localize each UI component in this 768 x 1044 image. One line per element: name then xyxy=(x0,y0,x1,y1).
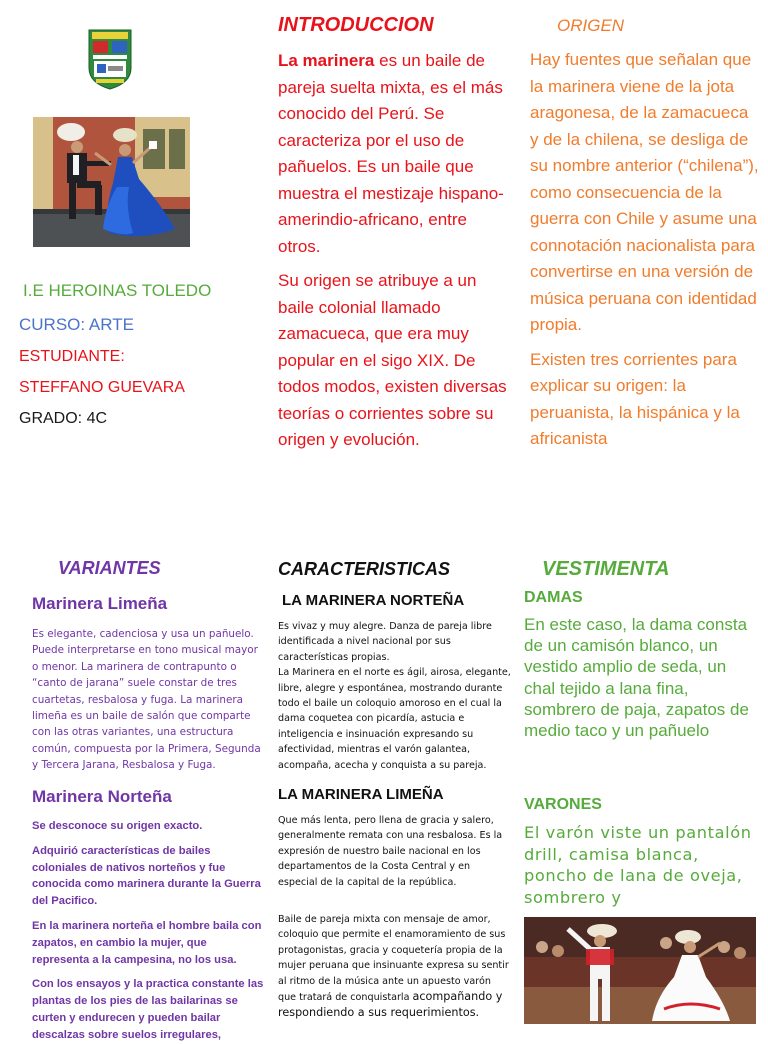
marinera-dancers-photo-icon xyxy=(33,117,190,247)
student-name: STEFFANO GUEVARA xyxy=(19,379,185,396)
variantes-heading: VARIANTES xyxy=(58,558,161,578)
school-name: I.E HEROINAS TOLEDO xyxy=(23,281,212,300)
variantes-sub-limena: Marinera Limeña xyxy=(32,594,168,613)
caract-heading: CARACTERISTICAS xyxy=(278,559,451,579)
intro-bold-term: La marinera xyxy=(278,51,375,70)
marinera-couple-photo-icon xyxy=(524,917,756,1024)
school-crest-icon xyxy=(86,28,134,90)
grade-label: GRADO: 4C xyxy=(19,410,108,427)
couple-photo xyxy=(524,917,756,1024)
variantes-limena-text: Es elegante, cadenciosa y usa un pañuelo. Puede interpretarse en tono musical mayor o menor. La marinera de contrapunto o “canto de jarana” suele constar de tres cuartetas, resbalosa y fuga. La marinera limeña es un baile de salón que comparte con las otras variantes, una estructura común, compuesta por la Primera, Segunda y Tercera Jarana, Resbalosa y Fuga. xyxy=(32,628,261,772)
origen-paragraph-2: Existen tres corrientes para explicar su origen: la peruanista, la hispánica y la africanista xyxy=(530,349,740,448)
intro-heading: INTRODUCCION xyxy=(278,14,434,36)
vest-sub-damas: DAMAS xyxy=(524,589,583,606)
variantes-sub-nortena: Marinera Norteña xyxy=(32,787,172,806)
dancers-photo xyxy=(33,117,190,247)
origen-body xyxy=(530,47,760,453)
intro-p1-text: es un baile de pareja suelta mixta, es el más conocido del Perú. Se caracteriza por el uso de pañuelos. Es un baile que muestra el mestizaje hispano-amerindio-africano, entre otros. xyxy=(278,51,504,256)
intro-paragraph-1 xyxy=(278,48,514,260)
intro-paragraph-2: Su origen se atribuye a un baile colonial llamado zamacueca, que era muy popular en el sigo XIX. De todos modos, existen diversas teorías o corrientes sobre su origen y evolución. xyxy=(278,271,507,449)
caract-sub-limena: LA MARINERA LIMEÑA xyxy=(278,786,444,803)
vest-heading: VESTIMENTA xyxy=(542,558,670,580)
origen-paragraph-1: Hay fuentes que señalan que la marinera viene de la jota aragonesa, de la zamacueca y de la chilena, se desliga de su nombre anterior (“chilena”), como consecuencia de la guerra con Chile y asume una connotación nacionalista para convertirse en una versión de música peruana con identidad propia. xyxy=(530,50,759,334)
variantes-nortena-text xyxy=(32,818,267,1044)
vest-varones-text: El varón viste un pantalón drill, camisa blanca, poncho de lana de oveja, sombrero y xyxy=(524,823,752,907)
nortena-bullet-1: Se desconoce su origen exacto. xyxy=(32,820,203,832)
caract-limena-text-2 xyxy=(278,912,512,1022)
nortena-bullet-4: Con los ensayos y la practica constante las plantas de los pies de las bailarinas se curten y endurecen y pueden bailar descalzas sobre suelos irregulares, xyxy=(32,978,264,1041)
nortena-bullet-2: Adquirió características de bailes coloniales de nativos norteños y fue conocida como marinera durante la Guerra del Pacifico. xyxy=(32,844,261,908)
student-label: ESTUDIANTE: xyxy=(19,348,125,365)
vest-damas-text: En este caso, la dama consta de un camisón blanco, un vestido amplio de seda, un chal tejido a lana fina, sombrero de paja, zapatos de medio taco y un pañuelo xyxy=(524,615,749,741)
caract-paragraph-2: La Marinera en el norte es ágil, airosa, elegante, libre, alegre y espontánea, mostrando durante todo el baile un coloquio amoroso en el cual la dama coquetea con picardía, astucia e inteligencia e insinuación expresando su afectividad, mientras el varón galantea, acompaña, acecha y conquista a su pareja. xyxy=(278,667,511,771)
caract-limena-text: Que más lenta, pero llena de gracia y salero, generalmente remata con una resbalosa. Es la expresión de nuestro baile nacional en los departamentos de la Costa Central y en especial de la capital de la república. xyxy=(278,815,503,888)
caract-sub-nortena: LA MARINERA NORTEÑA xyxy=(282,592,465,609)
intro-body xyxy=(278,48,514,454)
caract-paragraph-1: Es vivaz y muy alegre. Danza de pareja libre identificada a nivel nacional por sus características propias. xyxy=(278,621,492,663)
school-logo xyxy=(86,28,134,90)
caract-p4-part-a: Baile de pareja mixta con mensaje de amor, coloquio que permite el enamoramiento de sus protagonistas, gracia y coquetería propia de la mujer peruana que insinuante expresa su sentir al ritmo de la música ante un apuesto varón que tratará de conquistarla xyxy=(278,914,509,1004)
nortena-bullet-3: En la marinera norteña el hombre baila con zapatos, en cambio la mujer, que representa a la campesina, no los usa. xyxy=(32,919,262,966)
course-label: CURSO: ARTE xyxy=(19,315,134,334)
caract-nortena-text xyxy=(278,619,512,773)
vest-sub-varones: VARONES xyxy=(524,796,602,813)
origen-heading: ORIGEN xyxy=(557,16,625,35)
caract-p4-part-b: acompañando y respondiendo a sus requerimientos. xyxy=(278,990,503,1020)
